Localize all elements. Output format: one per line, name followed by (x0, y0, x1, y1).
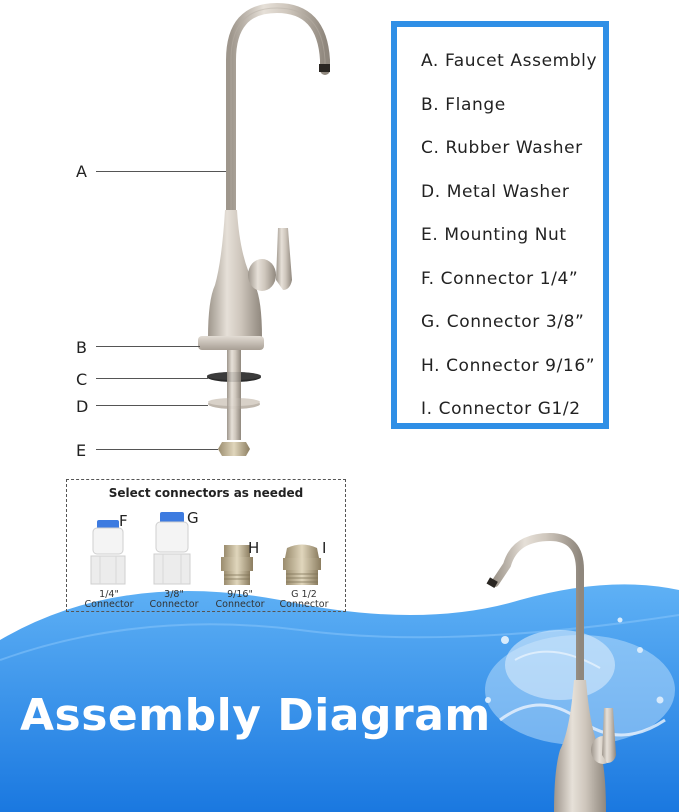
leader-line-a (96, 171, 226, 172)
faucet-spout (231, 8, 325, 215)
threaded-shank (227, 350, 241, 440)
connectors-panel (66, 479, 346, 612)
banner-title: Assembly Diagram (20, 690, 491, 741)
legend-item-b: B. Flange (421, 95, 506, 115)
legend-item-f: F. Connector 1/4” (421, 269, 579, 289)
callout-c: C (76, 370, 88, 389)
connector-caption-h-size: 9/16" (227, 589, 253, 600)
connector-caption-g (143, 590, 205, 610)
callout-d: D (76, 397, 89, 416)
connector-letter-f: F (119, 512, 128, 530)
connector-caption-i (273, 590, 335, 610)
legend-item-c: C. Rubber Washer (421, 138, 583, 158)
connectors-panel-title: Select connectors as needed (108, 486, 304, 500)
legend-item-a: A. Faucet Assembly (421, 51, 598, 71)
legend-item-d: D. Metal Washer (421, 182, 570, 202)
flange (198, 336, 264, 350)
faucet-lever (276, 228, 292, 290)
connector-letter-i: I (322, 539, 327, 557)
leader-line-e (96, 449, 218, 450)
connector-caption-i-size: G 1/2 (291, 589, 317, 600)
leader-line-c (96, 378, 208, 379)
connector-caption-h-label: Connector (215, 599, 265, 610)
parts-legend (391, 21, 609, 429)
connector-caption-i-label: Connector (279, 599, 329, 610)
leader-line-d (96, 405, 208, 406)
legend-item-h: H. Connector 9/16” (421, 356, 596, 376)
connector-caption-f-size: 1/4" (99, 589, 119, 600)
leader-line-b (96, 346, 200, 347)
connector-letter-h: H (248, 539, 260, 557)
legend-item-e: E. Mounting Nut (421, 225, 567, 245)
callout-b: B (76, 338, 88, 357)
connector-caption-g-label: Connector (149, 599, 199, 610)
callout-a: A (76, 162, 88, 181)
mounting-nut (218, 442, 250, 456)
legend-item-i: I. Connector G1/2 (421, 399, 581, 419)
connector-caption-f-label: Connector (84, 599, 134, 610)
connector-letter-g: G (187, 509, 199, 527)
legend-item-g: G. Connector 3/8” (421, 312, 585, 332)
connector-caption-h (209, 590, 271, 610)
connector-caption-f (78, 590, 140, 610)
connector-caption-g-size: 3/8" (164, 589, 184, 600)
callout-e: E (76, 441, 87, 460)
